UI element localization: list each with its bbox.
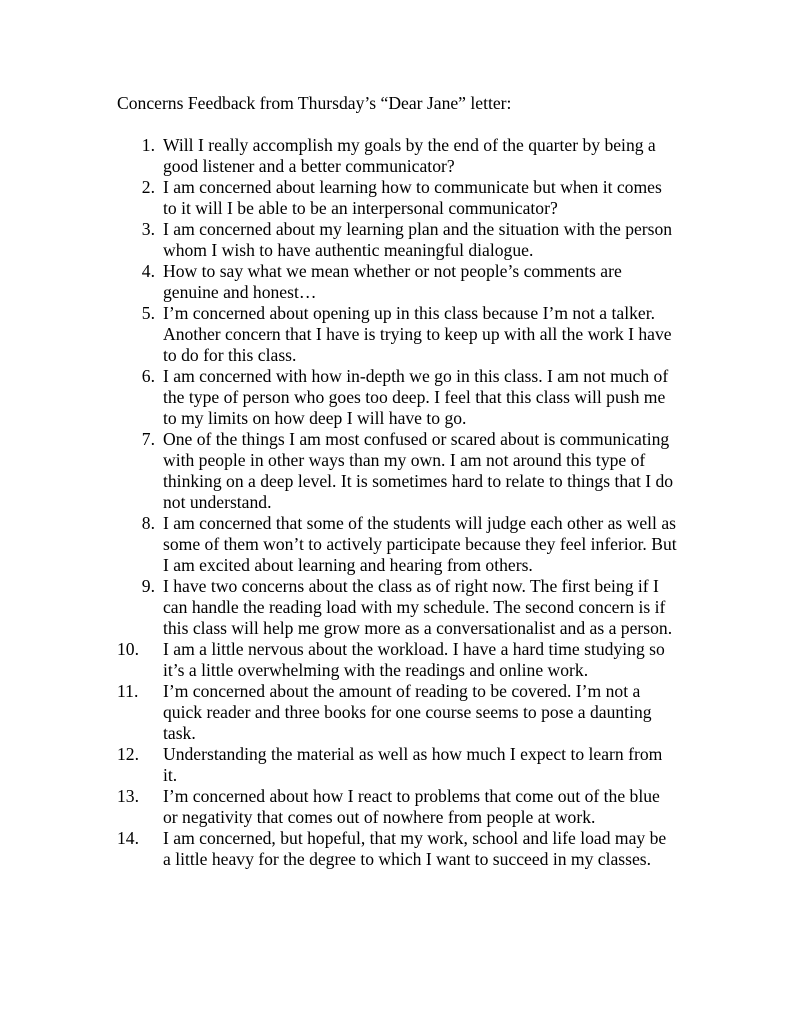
list-item-text: I am concerned about my learning plan and the situation with the person whom I wish to have authentic meaningful dialogue. <box>163 219 673 260</box>
list-item-text: I am concerned with how in-depth we go in this class. I am not much of the type of person who goes too deep. I feel that this class will push me to my limits on how deep I will have to go. <box>163 366 669 428</box>
list-item-text: I am concerned, but hopeful, that my work, school and life load may be a little heavy for the degree to which I want to succeed in my classes. <box>163 828 667 869</box>
list-item-text: I have two concerns about the class as of right now. The first being if I can handle the reading load with my schedule. The second concern is if this class will help me grow more as a conversationalist and as a person. <box>163 576 673 638</box>
list-item <box>117 639 677 681</box>
list-item-number: 10. <box>117 639 139 659</box>
list-item <box>117 219 677 261</box>
list-item-text: Will I really accomplish my goals by the end of the quarter by being a good listener and a better communicator? <box>163 135 656 176</box>
list-item-number: 5. <box>141 303 155 323</box>
list-item-text: I’m concerned about how I react to problems that come out of the blue or negativity that comes out of nowhere from people at work. <box>163 786 660 827</box>
list-item-text: I am concerned about learning how to communicate but when it comes to it will I be able to be an interpersonal communicator? <box>163 177 662 218</box>
list-item <box>117 744 677 786</box>
list-item-number: 7. <box>141 429 155 449</box>
list-item-number: 6. <box>141 366 155 386</box>
document-title: Concerns Feedback from Thursday’s “Dear Jane” letter: <box>117 93 512 113</box>
list-item <box>117 513 677 576</box>
list-item <box>117 681 677 744</box>
list-item <box>117 429 677 513</box>
list-item-number: 14. <box>117 828 139 848</box>
list-item-text: I am concerned that some of the students will judge each other as well as some of them won’t to actively participate because they feel inferior. But I am excited about learning and hearing from others. <box>163 513 677 575</box>
list-item-number: 2. <box>141 177 155 197</box>
list-item-text: Understanding the material as well as how much I expect to learn from it. <box>163 744 663 785</box>
list-item <box>117 828 677 870</box>
list-item-text: One of the things I am most confused or scared about is communicating with people in other ways than my own. I am not around this type of thinking on a deep level. It is sometimes hard to relate to things that I do not understand. <box>163 429 674 512</box>
list-item-text: I’m concerned about opening up in this class because I’m not a talker. Another concern that I have is trying to keep up with all the work I have to do for this class. <box>163 303 672 365</box>
list-item-number: 1. <box>141 135 155 155</box>
list-item-number: 13. <box>117 786 139 806</box>
list-item <box>117 366 677 429</box>
list-item <box>117 576 677 639</box>
list-item <box>117 135 677 177</box>
list-item-number: 12. <box>117 744 139 764</box>
list-item-number: 3. <box>141 219 155 239</box>
list-item-text: I am a little nervous about the workload. I have a hard time studying so it’s a little overwhelming with the readings and online work. <box>163 639 665 680</box>
list-item-number: 8. <box>141 513 155 533</box>
list-item <box>117 177 677 219</box>
list-item-number: 9. <box>141 576 155 596</box>
concerns-list <box>117 135 677 870</box>
list-item-number: 11. <box>117 681 139 701</box>
list-item <box>117 303 677 366</box>
list-item-number: 4. <box>141 261 155 281</box>
list-item <box>117 261 677 303</box>
list-item-text: I’m concerned about the amount of reading to be covered. I’m not a quick reader and three books for one course seems to pose a daunting task. <box>163 681 652 743</box>
list-item-text: How to say what we mean whether or not people’s comments are genuine and honest… <box>163 261 622 302</box>
list-item <box>117 786 677 828</box>
